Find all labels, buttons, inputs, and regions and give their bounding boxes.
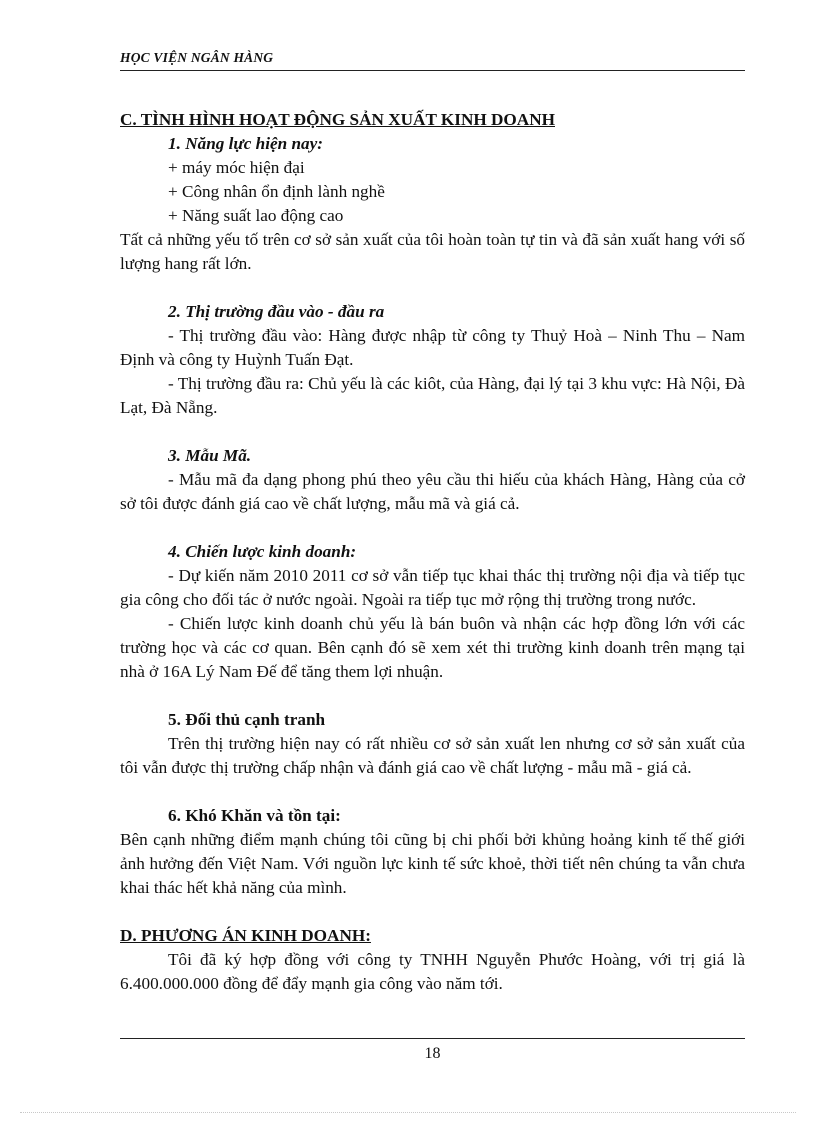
s4-paragraph-2: - Chiến lược kinh doanh chủ yếu là bán buôn và nhận các hợp đồng lớn với các trường học và các cơ quan. Bên cạnh đó sẽ xem xét thi trường kinh doanh trên mạng tại nhà ở 16A Lý Nam Đế để tăng them lợi nhuận. xyxy=(120,614,745,681)
s1-title: 1. Năng lực hiện nay: xyxy=(168,134,323,153)
s1-bullet-1: + máy móc hiện đại xyxy=(168,158,305,177)
s3-paragraph-1: - Mẫu mã đa dạng phong phú theo yêu cầu thi hiếu của khách Hàng, Hàng của cở sở tôi được đánh giá cao về chất lượng, mẫu mã và giá cả. xyxy=(120,470,745,513)
s4-title: 4. Chiến lược kinh doanh: xyxy=(168,542,357,561)
s2-paragraph-1: - Thị trường đầu vào: Hàng được nhập từ công ty Thuỷ Hoà – Ninh Thu – Nam Định và công ty Huỳnh Tuấn Đạt. xyxy=(120,326,745,369)
s2-paragraph-2: - Thị trường đầu ra: Chủ yếu là các kiôt, của Hàng, đại lý tại 3 khu vực: Hà Nội, Đà Lạt, Đà Nẵng. xyxy=(120,374,745,417)
header-rule xyxy=(120,70,745,71)
s6-paragraph-1: Bên cạnh những điểm mạnh chúng tôi cũng bị chi phối bởi khủng hoảng kinh tế thế giới ảnh hưởng đến Việt Nam. Với nguồn lực kinh tế sức khoẻ, thời tiết nên chúng ta vẫn chưa khai thác hết khả năng của mình. xyxy=(120,830,745,897)
page-bottom-dotted-edge xyxy=(20,1112,796,1113)
s4-paragraph-1: - Dự kiến năm 2010 2011 cơ sở vẫn tiếp tục khai thác thị trường nội địa và tiếp tục gia công cho đối tác ở nước ngoài. Ngoài ra tiếp tục mở rộng thị trường trong nước. xyxy=(120,566,745,609)
s1-bullet-3: + Năng suất lao động cao xyxy=(168,206,344,225)
page-number: 18 xyxy=(424,1045,441,1062)
s1-bullet-2: + Công nhân ổn định lành nghề xyxy=(168,182,385,201)
s5-title: 5. Đối thủ cạnh tranh xyxy=(168,710,326,729)
s6-title: 6. Khó Khăn và tồn tại: xyxy=(168,806,341,825)
page-body xyxy=(120,108,745,996)
s3-title: 3. Mẫu Mã. xyxy=(168,446,252,465)
s1-paragraph: Tất cả những yếu tố trên cơ sở sản xuất của tôi hoàn toàn tự tin và đã sản xuất hang với số lượng hang rất lớn. xyxy=(120,230,745,273)
document-header: HỌC VIỆN NGÂN HÀNG xyxy=(120,50,274,65)
section-c-heading: C. TÌNH HÌNH HOẠT ĐỘNG SẢN XUẤT KINH DOANH xyxy=(120,110,555,129)
s5-paragraph-1: Trên thị trường hiện nay có rất nhiều cơ sở sản xuất len nhưng cơ sở sản xuất của tôi vẫn được thị trường chấp nhận và đánh giá cao về chất lượng - mẫu mã - giá cả. xyxy=(120,734,745,777)
s2-title: 2. Thị trường đầu vào - đầu ra xyxy=(168,302,385,321)
section-d-paragraph: Tôi đã ký hợp đồng với công ty TNHH Nguyễn Phước Hoàng, với trị giá là 6.400.000.000 đồng để đẩy mạnh gia công vào năm tới. xyxy=(120,950,745,993)
footer-rule xyxy=(120,1038,745,1039)
section-d-heading: D. PHƯƠNG ÁN KINH DOANH: xyxy=(120,926,371,945)
